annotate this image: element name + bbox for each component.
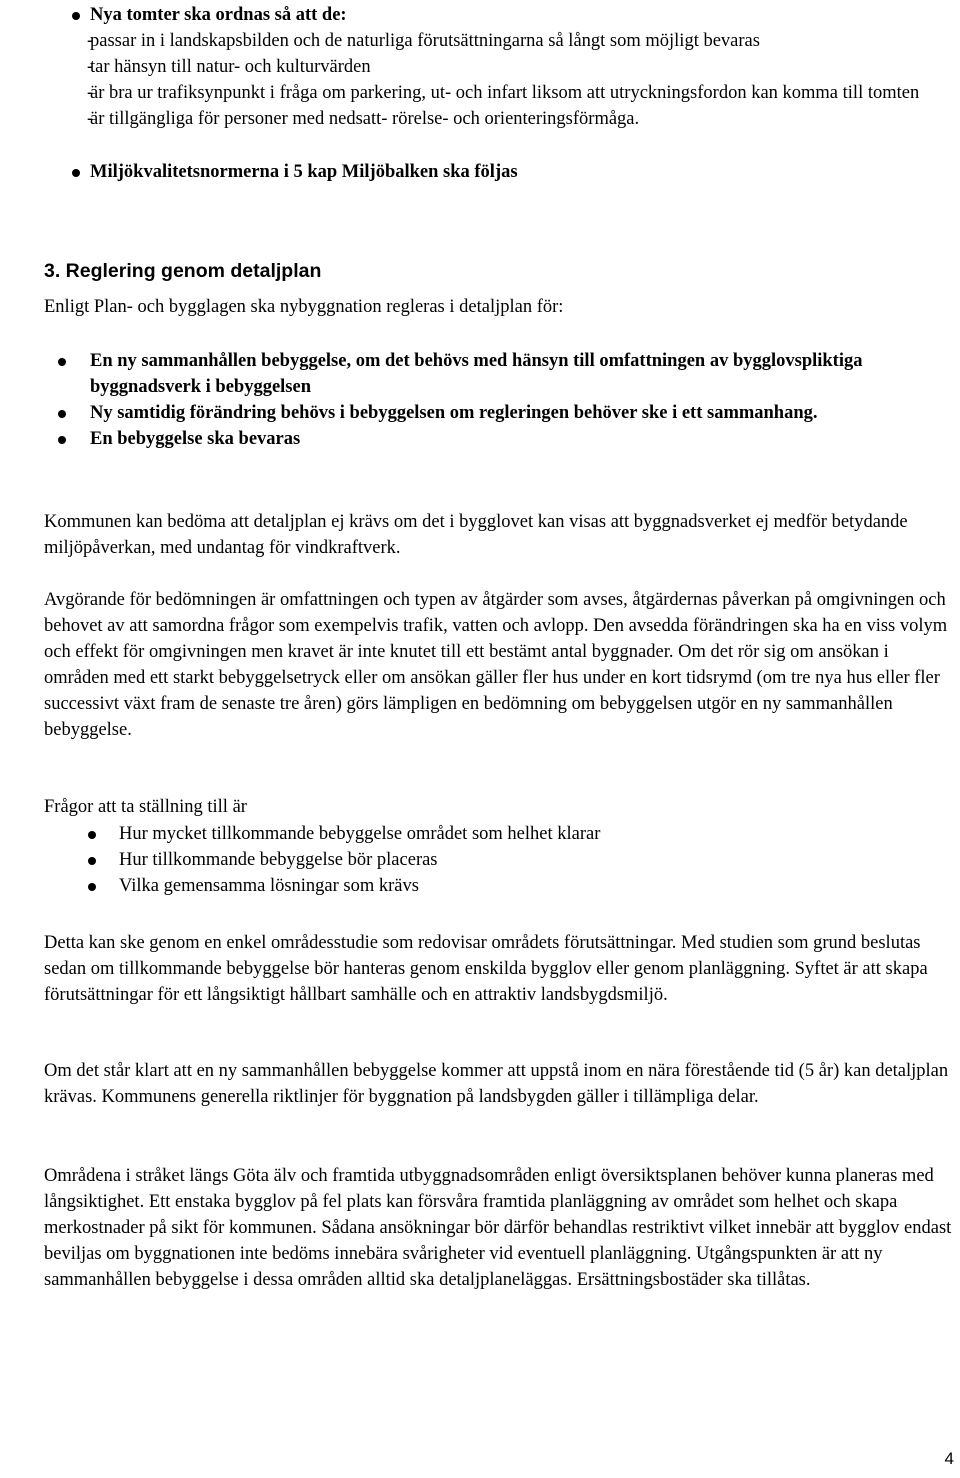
sub-list-item: - passar in i landskapsbilden och de naturliga förutsättningarna så långt som möjligt bevaras: [44, 28, 956, 54]
list-item: Hur tillkommande bebyggelse bör placeras: [44, 847, 956, 873]
list-item: Nya tomter ska ordnas så att de:: [44, 2, 956, 28]
questions-list: [44, 821, 956, 899]
list-item: Ny samtidig förändring behövs i bebyggelsen om regleringen behöver ske i ett sammanhang.: [0, 400, 900, 426]
list-item: En bebyggelse ska bevaras: [0, 426, 900, 452]
requirement-list: [0, 348, 900, 452]
list-item: Vilka gemensamma lösningar som krävs: [44, 873, 956, 899]
paragraph: Områdena i stråket längs Göta älv och framtida utbyggnadsområden enligt översiktsplanen behöver kunna planeras med långsiktighet. Ett enstaka bygglov på fel plats kan försvåra framtida planläggning av området som helhet och skapa merkostnader på sikt för kommunen. Sådana ansökningar bör därför behandlas restriktivt vilket innebär att bygglov endast beviljas om byggnationen inte bedöms innebära svårigheter vid eventuell planläggning. Utgångspunkten är att ny sammanhållen bebyggelse i dessa områden alltid ska detaljplaneläggas. Ersättningsbostäder ska tillåtas.: [44, 1166, 952, 1290]
sub-list-item: - är bra ur trafiksynpunkt i fråga om parkering, ut- och infart liksom att utryckningsfordon kan komma till tomten: [44, 80, 956, 106]
paragraph: Detta kan ske genom en enkel områdesstudie som redovisar områdets förutsättningar. Med studien som grund beslutas sedan om tillkommande bebyggelse bör hanteras genom enskilda bygglov eller genom planläggning. Syftet är att skapa förutsättningar för ett långsiktigt hållbart samhälle och en attraktiv landsbygdsmiljö.: [44, 933, 928, 1005]
paragraph: Om det står klart att en ny sammanhållen bebyggelse kommer att uppstå inom en nära förestående tid (5 år) kan detaljplan krävas. Kommunens generella riktlinjer för byggnation på landsbygden gäller i tillämpliga delar.: [44, 1061, 949, 1107]
sub-list-item: - tar hänsyn till natur- och kulturvärden: [44, 54, 956, 80]
list-item: Miljökvalitetsnormerna i 5 kap Miljöbalken ska följas: [44, 159, 956, 185]
page-number: 4: [944, 1449, 954, 1468]
section-heading: 3. Reglering genom detaljplan: [44, 260, 322, 282]
sub-list-item: - är tillgängliga för personer med nedsatt- rörelse- och orienteringsförmåga.: [44, 106, 956, 132]
paragraph: Avgörande för bedömningen är omfattningen och typen av åtgärder som avses, åtgärdernas påverkan på omgivningen och behovet av att samordna frågor som exempelvis trafik, vatten och avlopp. Den avsedda förändringen ska ha en viss volym och effekt för omgivningen men kravet är inte knutet till ett bestämt antal byggnader. Om det rör sig om ansökan i områden med ett starkt bebyggelsetryck eller om ansökan gäller fler hus under en kort tidsrymd (om tre nya hus eller fler successivt växt fram de senaste tre åren) görs lämpligen en bedömning om bebyggelsen utgör en ny sammanhållen bebyggelse.: [44, 590, 948, 740]
paragraph: Kommunen kan bedöma att detaljplan ej krävs om det i bygglovet kan visas att byggnadsverket ej medför betydande miljöpåverkan, med undantag för vindkraftverk.: [44, 512, 908, 558]
list-item: En ny sammanhållen bebyggelse, om det behövs med hänsyn till omfattningen av bygglovspliktiga byggnadsverk i bebyggelsen: [0, 348, 900, 400]
top-list: [44, 2, 956, 185]
list-item: Hur mycket tillkommande bebyggelse området som helhet klarar: [44, 821, 956, 847]
questions-intro: Frågor att ta ställning till är: [44, 797, 247, 817]
section-intro: Enligt Plan- och bygglagen ska nybyggnation regleras i detaljplan för:: [44, 297, 564, 317]
